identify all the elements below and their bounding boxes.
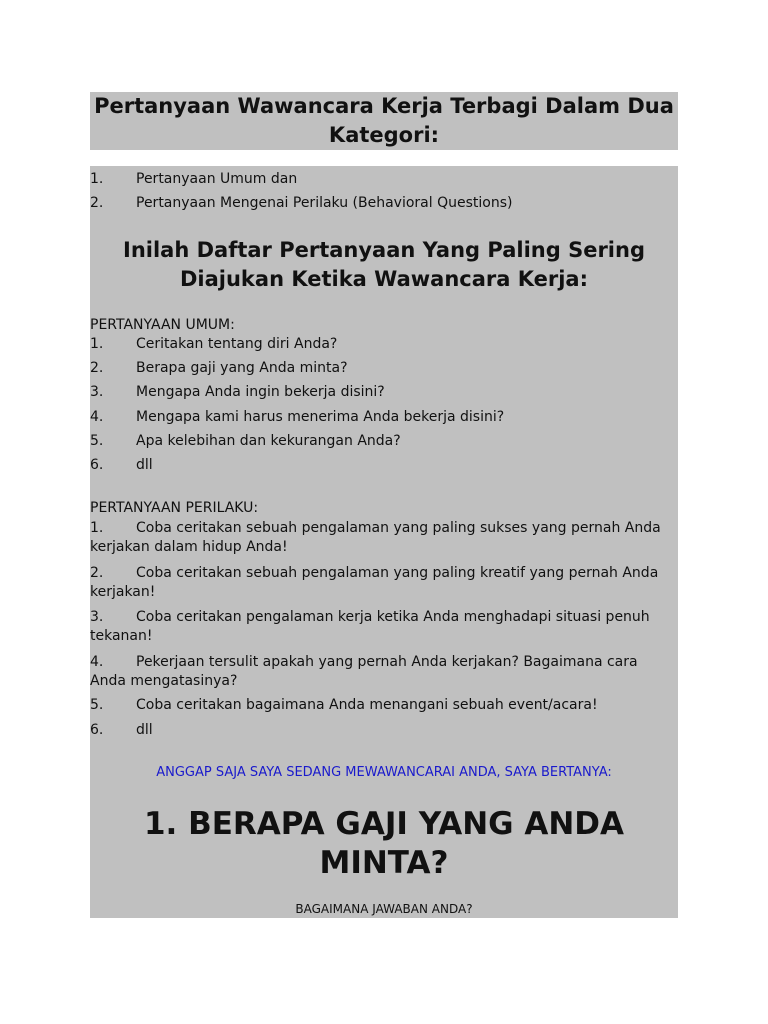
item-text: dll	[136, 457, 153, 473]
item-number: 5.	[90, 697, 104, 713]
item-text: Ceritakan tentang diri Anda?	[136, 336, 338, 352]
item-number: 3.	[90, 384, 104, 400]
item-number: 4.	[90, 409, 104, 425]
item-text: dll	[136, 722, 153, 738]
item-number: 2.	[90, 195, 104, 211]
item-text: Apa kelebihan dan kekurangan Anda?	[136, 433, 401, 449]
item-text: Pertanyaan Umum dan	[136, 171, 298, 187]
item-text: Mengapa kami harus menerima Anda bekerja disini?	[136, 409, 505, 425]
perilaku-item	[90, 519, 678, 557]
answer-prompt: BAGAIMANA JAWABAN ANDA?	[295, 902, 473, 916]
section-heading: Inilah Daftar Pertanyaan Yang Paling Sering Diajukan Ketika Wawancara Kerja:	[123, 238, 645, 291]
item-number: 4.	[90, 654, 104, 670]
intro-line: ANGGAP SAJA SAYA SEDANG MEWAWANCARAI ANDA, SAYA BERTANYA:	[156, 765, 612, 780]
perilaku-item	[90, 564, 678, 602]
item-number: 6.	[90, 722, 104, 738]
document-title: Pertanyaan Wawancara Kerja Terbagi Dalam Dua Kategori:	[90, 92, 678, 150]
item-number: 2.	[90, 360, 104, 376]
item-number: 6.	[90, 457, 104, 473]
item-text: Pertanyaan Mengenai Perilaku (Behavioral Questions)	[136, 195, 513, 211]
item-text: Mengapa Anda ingin bekerja disini?	[136, 384, 385, 400]
item-number: 2.	[90, 565, 104, 581]
item-text: Coba ceritakan bagaimana Anda menangani sebuah event/acara!	[136, 697, 598, 713]
item-number: 1.	[90, 171, 104, 187]
item-text: Berapa gaji yang Anda minta?	[136, 360, 348, 376]
item-number: 5.	[90, 433, 104, 449]
question-heading: 1. BERAPA GAJI YANG ANDA MINTA?	[143, 806, 625, 881]
perilaku-item	[90, 653, 678, 691]
umum-label: PERTANYAAN UMUM:	[90, 317, 235, 333]
content-box	[90, 166, 678, 918]
perilaku-item	[90, 608, 678, 646]
item-text: Coba ceritakan sebuah pengalaman yang paling kreatif yang pernah Anda kerjakan!	[90, 565, 659, 600]
perilaku-label: PERTANYAAN PERILAKU:	[90, 500, 259, 516]
item-number: 1.	[90, 520, 104, 536]
item-text: Pekerjaan tersulit apakah yang pernah Anda kerjakan? Bagaimana cara Anda mengatasinya?	[90, 654, 638, 689]
item-number: 1.	[90, 336, 104, 352]
item-text: Coba ceritakan sebuah pengalaman yang paling sukses yang pernah Anda kerjakan dalam hidup Anda!	[90, 520, 661, 555]
item-number: 3.	[90, 609, 104, 625]
item-text: Coba ceritakan pengalaman kerja ketika Anda menghadapi situasi penuh tekanan!	[90, 609, 650, 644]
